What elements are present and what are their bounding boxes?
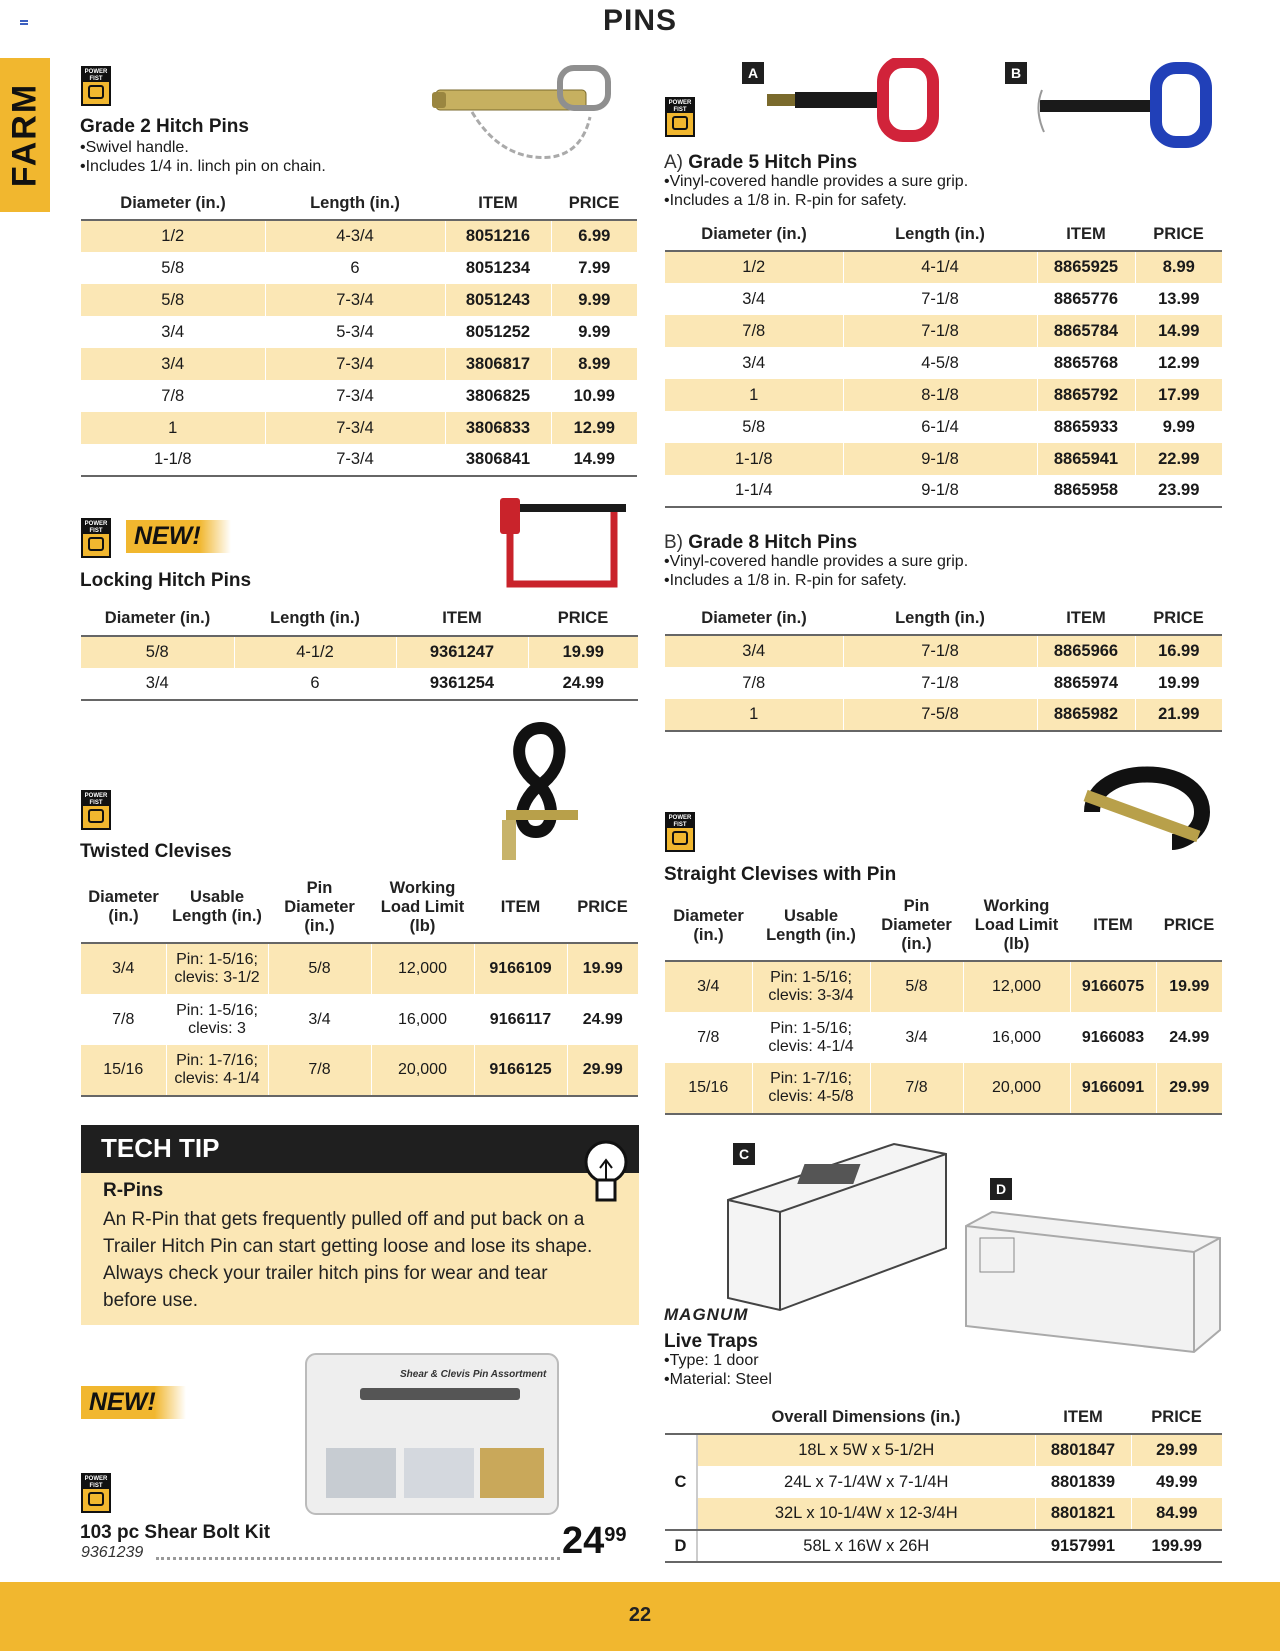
table-cell: C — [665, 1434, 697, 1530]
leader-dots — [156, 1557, 560, 1560]
table-cell: 8865792 — [1037, 379, 1135, 411]
table-cell: 13.99 — [1158, 289, 1200, 308]
cell-line: clevis: 4-5/8 — [768, 1088, 854, 1105]
col-header: Usable Length (in.) — [752, 891, 870, 961]
table-cell: 8865982 — [1037, 699, 1135, 731]
table-cell: 4-1/4 — [843, 251, 1037, 283]
image-label-b: B — [1005, 62, 1027, 84]
live-trap-c-image — [724, 1138, 950, 1320]
table-cell: 7/8 — [81, 994, 166, 1045]
table-cell: 8-1/8 — [843, 379, 1037, 411]
power-fist-logo — [665, 97, 695, 137]
table-cell: 9166125 — [474, 1045, 567, 1096]
grade8-bullet: •Vinyl-covered handle provides a sure grip. — [664, 553, 969, 570]
col-header: ITEM — [1037, 219, 1135, 251]
table-row — [665, 1498, 1222, 1530]
new-badge: NEW! — [126, 520, 231, 553]
power-fist-logo — [81, 66, 111, 106]
live-traps-table — [665, 1401, 1222, 1563]
table-cell: 8865776 — [1037, 283, 1135, 315]
table-row — [665, 411, 1222, 443]
power-fist-logo-text: POWER FIST — [84, 69, 108, 82]
table-cell: 8051216 — [445, 220, 551, 252]
col-header: PRICE — [1135, 603, 1222, 635]
col-header: Usable Length (in.) — [166, 872, 268, 943]
table-cell: 9361254 — [396, 668, 528, 700]
grade5-table — [665, 219, 1222, 508]
table-cell: 8865933 — [1037, 411, 1135, 443]
tech-tip-heading: TECH TIP — [101, 1133, 220, 1163]
table-cell: 9.99 — [578, 322, 611, 341]
table-cell: 24.99 — [528, 668, 638, 700]
table-row — [81, 220, 637, 252]
cell-line: clevis: 3 — [188, 1019, 246, 1037]
table-cell: 3806825 — [445, 380, 551, 412]
cell-line: clevis: 3-1/2 — [174, 969, 260, 986]
table-cell: 8.99 — [1135, 251, 1222, 283]
table-cell: 84.99 — [1131, 1498, 1222, 1530]
col-header: ITEM — [474, 872, 567, 943]
fist-icon — [672, 116, 688, 130]
straight-clevis-image — [1072, 752, 1222, 882]
table-cell: 5/8 — [870, 961, 963, 1012]
table-row — [81, 380, 637, 412]
table-row — [81, 668, 638, 700]
table-cell: 199.99 — [1131, 1530, 1222, 1562]
twisted-title: Twisted Clevises — [80, 841, 232, 862]
title-part: B) — [664, 532, 683, 553]
col-header: Length (in.) — [843, 219, 1037, 251]
table-cell: 15/16 — [665, 1063, 752, 1114]
table-cell: 9-1/8 — [843, 443, 1037, 475]
table-cell: 3/4 — [665, 347, 843, 379]
page-number: 22 — [628, 1604, 652, 1626]
table-cell: 6 — [265, 252, 445, 284]
locking-table — [81, 602, 638, 701]
col-header: Working Load Limit (lb) — [963, 891, 1070, 961]
table-cell: D — [665, 1530, 697, 1562]
table-cell: 12,000 — [963, 961, 1070, 1012]
table-cell: 3806841 — [445, 444, 551, 476]
table-cell: 15/16 — [81, 1045, 166, 1096]
table-row — [665, 251, 1222, 283]
table-cell: 8051234 — [445, 252, 551, 284]
table-cell: 19.99 — [1158, 673, 1200, 692]
table-cell: 21.99 — [1135, 699, 1222, 731]
shear-kit-item: 9361239 — [81, 1544, 144, 1561]
col-header: Diameter (in.) — [81, 602, 234, 636]
col-header: Length (in.) — [234, 602, 396, 636]
table-cell: 29.99 — [567, 1045, 638, 1096]
table-cell: 3806817 — [445, 348, 551, 380]
table-cell: 32L x 10-1/4W x 12-3/4H — [697, 1498, 1035, 1530]
table-cell: 19.99 — [567, 943, 638, 994]
col-header: Diameter (in.) — [665, 603, 843, 635]
table-cell: 3/4 — [870, 1012, 963, 1063]
power-fist-logo — [81, 1473, 111, 1513]
table-cell: 3/4 — [665, 635, 843, 667]
col-header: PRICE — [567, 872, 638, 943]
col-header: PRICE — [1156, 891, 1222, 961]
grade8-bullet: •Includes a 1/8 in. R-pin for safety. — [664, 572, 907, 589]
table-cell: 7/8 — [665, 1012, 752, 1063]
table-cell: 7-3/4 — [265, 444, 445, 476]
table-row — [665, 283, 1222, 315]
cell-line: clevis: 3-3/4 — [768, 987, 854, 1004]
table-cell: 20,000 — [371, 1045, 474, 1096]
col-header: Working Load Limit (lb) — [371, 872, 474, 943]
table-row — [665, 1063, 1222, 1114]
power-fist-logo-text: POWER FIST — [84, 1476, 108, 1489]
title-part: Grade 5 Hitch Pins — [688, 152, 858, 173]
table-cell: 9-1/8 — [843, 475, 1037, 507]
fist-icon — [88, 809, 104, 823]
table-row — [81, 994, 638, 1045]
table-cell: 9166109 — [474, 943, 567, 994]
table-cell: 7-3/4 — [265, 348, 445, 380]
grade5-bullet: •Includes a 1/8 in. R-pin for safety. — [664, 192, 907, 209]
locking-title: Locking Hitch Pins — [80, 570, 252, 591]
table-cell: 29.99 — [1131, 1434, 1222, 1466]
new-badge: NEW! — [81, 1386, 186, 1419]
table-cell: 7/8 — [870, 1063, 963, 1114]
table-cell: 7-3/4 — [265, 412, 445, 444]
table-cell: 12,000 — [371, 943, 474, 994]
table-cell: 24.99 — [582, 1010, 623, 1028]
col-header: Diameter (in.) — [665, 891, 752, 961]
fist-icon — [672, 831, 688, 845]
cell-line: clevis: 4-1/4 — [174, 1070, 260, 1087]
grade8-hitch-pin-image — [1030, 60, 1220, 150]
table-cell: 12.99 — [1158, 353, 1200, 372]
table-cell: 4-1/2 — [234, 636, 396, 668]
table-cell: 18L x 5W x 5-1/2H — [697, 1434, 1035, 1466]
table-cell: 23.99 — [1135, 475, 1222, 507]
twisted-clevis-image — [496, 722, 586, 868]
table-cell: 1/2 — [81, 220, 265, 252]
table-cell: 1 — [665, 379, 843, 411]
table-cell: 3/4 — [81, 668, 234, 700]
col-header: PRICE — [1135, 219, 1222, 251]
table-cell: 5/8 — [268, 943, 371, 994]
cell-line: Pin: 1-5/16; — [176, 1001, 258, 1019]
cell-line: Pin: 1-7/16; — [770, 1070, 852, 1087]
cell-line: Pin: 1-5/16; — [176, 951, 258, 968]
table-cell: 8.99 — [551, 348, 637, 380]
lightbulb-icon — [580, 1138, 632, 1208]
table-row — [665, 699, 1222, 731]
fist-icon — [88, 85, 104, 99]
table-cell: 49.99 — [1156, 1472, 1198, 1491]
table-cell: 8865784 — [1037, 315, 1135, 347]
table-cell: 1-1/8 — [665, 443, 843, 475]
col-header: ITEM — [396, 602, 528, 636]
table-cell: 8865925 — [1037, 251, 1135, 283]
live-traps-bullet: •Type: 1 door — [664, 1352, 759, 1369]
table-row — [665, 667, 1222, 699]
tech-tip-subtitle: R-Pins — [103, 1180, 164, 1201]
table-row — [665, 315, 1222, 347]
table-row — [665, 379, 1222, 411]
table-row — [665, 1530, 1222, 1562]
table-cell: 19.99 — [528, 636, 638, 668]
power-fist-logo-text: POWER FIST — [84, 521, 108, 534]
live-traps-title: Live Traps — [664, 1331, 758, 1352]
table-cell: 8865941 — [1037, 443, 1135, 475]
table-cell: 7/8 — [268, 1045, 371, 1096]
shear-kit-title: 103 pc Shear Bolt Kit — [80, 1522, 271, 1543]
table-cell: 16,000 — [371, 994, 474, 1045]
table-cell: 6-1/4 — [843, 411, 1037, 443]
table-cell: 5/8 — [81, 252, 265, 284]
table-cell: 8801839 — [1035, 1466, 1131, 1498]
grade8-table — [665, 603, 1222, 732]
shear-kit-price — [562, 1520, 627, 1563]
fist-icon — [88, 537, 104, 551]
kit-box-label: Shear & Clevis Pin Assortment — [400, 1369, 547, 1380]
col-header: Pin Diameter (in.) — [870, 891, 963, 961]
col-header: PRICE — [551, 188, 637, 220]
table-row — [81, 284, 637, 316]
table-row — [81, 1045, 638, 1096]
col-header: Diameter (in.) — [81, 872, 166, 943]
table-cell: 19.99 — [1156, 961, 1222, 1012]
grade8-title — [664, 532, 857, 554]
table-row — [81, 252, 637, 284]
table-cell: 7-1/8 — [843, 283, 1037, 315]
table-cell: 8051243 — [445, 284, 551, 316]
table-cell: 5/8 — [81, 636, 234, 668]
table-cell: 8051252 — [445, 316, 551, 348]
table-cell: 1-1/8 — [81, 444, 265, 476]
col-header: Diameter (in.) — [81, 188, 265, 220]
table-cell: 3/4 — [268, 994, 371, 1045]
cell-line: Pin: 1-5/16; — [770, 1019, 852, 1037]
table-cell: 29.99 — [1156, 1063, 1222, 1114]
col-header: PRICE — [528, 602, 638, 636]
table-row — [665, 961, 1222, 1012]
table-cell: 8801821 — [1035, 1498, 1131, 1530]
title-part: A) — [664, 152, 683, 173]
table-cell: 9.99 — [1162, 417, 1195, 436]
table-cell: 7.99 — [578, 258, 611, 277]
table-cell: 7/8 — [665, 667, 843, 699]
col-header — [665, 1401, 697, 1434]
table-cell: 5-3/4 — [265, 316, 445, 348]
image-label-a: A — [742, 62, 764, 84]
power-fist-logo — [81, 790, 111, 830]
power-fist-logo-text: POWER FIST — [84, 793, 108, 806]
table-cell: 24L x 7-1/4W x 7-1/4H — [697, 1466, 1035, 1498]
table-cell: 3/4 — [665, 283, 843, 315]
table-cell: 8865974 — [1037, 667, 1135, 699]
table-cell: 6.99 — [551, 220, 637, 252]
table-cell: 4-5/8 — [843, 347, 1037, 379]
table-cell: 1-1/4 — [665, 475, 843, 507]
power-fist-logo-text: POWER FIST — [668, 100, 692, 113]
table-row — [81, 412, 637, 444]
table-cell: 14.99 — [551, 444, 637, 476]
col-header: Length (in.) — [843, 603, 1037, 635]
table-cell: 5/8 — [81, 284, 265, 316]
col-header: ITEM — [445, 188, 551, 220]
table-cell: 9166075 — [1070, 961, 1156, 1012]
table-cell: 24.99 — [1169, 1028, 1210, 1046]
table-cell: 8865768 — [1037, 347, 1135, 379]
image-label-c: C — [733, 1143, 755, 1165]
table-row — [665, 1466, 1222, 1498]
title-part: Grade 8 Hitch Pins — [688, 532, 858, 553]
straight-title: Straight Clevises with Pin — [664, 864, 897, 885]
table-cell: 8865958 — [1037, 475, 1135, 507]
table-cell: 8801847 — [1035, 1434, 1131, 1466]
table-cell: 7/8 — [81, 380, 265, 412]
tech-tip-text: An R-Pin that gets frequently pulled off and put back on a Trailer Hitch Pin can start getting loose and lose its shape. Always check your trailer hitch pins for wear and tear before use. — [103, 1209, 593, 1311]
table-cell: 20,000 — [963, 1063, 1070, 1114]
table-cell: 3/4 — [81, 316, 265, 348]
magnum-logo: MAGNUM — [664, 1305, 749, 1324]
locking-hitch-pin-image — [496, 498, 632, 594]
grade5-hitch-pin-image — [765, 58, 965, 142]
power-fist-logo — [81, 518, 111, 558]
table-row — [665, 443, 1222, 475]
col-header: Pin Diameter (in.) — [268, 872, 371, 943]
grade2-title: Grade 2 Hitch Pins — [80, 116, 249, 137]
cell-line: Pin: 1-5/16; — [770, 969, 852, 986]
live-traps-bullet: •Material: Steel — [664, 1371, 772, 1388]
col-header: Diameter (in.) — [665, 219, 843, 251]
table-cell: 7-1/8 — [843, 667, 1037, 699]
straight-table — [665, 891, 1222, 1115]
col-header: ITEM — [1035, 1401, 1131, 1434]
table-cell: 7/8 — [665, 315, 843, 347]
table-cell: 7-1/8 — [843, 315, 1037, 347]
table-row — [665, 475, 1222, 507]
table-cell: 7-5/8 — [843, 699, 1037, 731]
table-cell: 6 — [234, 668, 396, 700]
grade2-bullet: •Swivel handle. — [80, 139, 189, 156]
col-header: PRICE — [1131, 1401, 1222, 1434]
table-row — [81, 444, 637, 476]
price-cents: 99 — [604, 1524, 627, 1546]
table-cell: 9157991 — [1035, 1530, 1131, 1562]
col-header: Length (in.) — [265, 188, 445, 220]
table-row — [81, 348, 637, 380]
grade5-title — [664, 152, 857, 174]
table-cell: 9.99 — [551, 284, 637, 316]
cell-line: Pin: 1-7/16; — [176, 1052, 258, 1069]
table-cell: 3/4 — [81, 348, 265, 380]
table-cell: 9361247 — [396, 636, 528, 668]
live-trap-d-image — [962, 1208, 1222, 1356]
table-cell: 5/8 — [665, 411, 843, 443]
table-cell: 16.99 — [1135, 635, 1222, 667]
table-row — [665, 347, 1222, 379]
page-title: PINS — [602, 4, 678, 37]
col-header: ITEM — [1037, 603, 1135, 635]
table-cell: 22.99 — [1135, 443, 1222, 475]
image-label-d: D — [990, 1178, 1012, 1200]
col-header: Overall Dimensions (in.) — [697, 1401, 1035, 1434]
table-cell: 9166091 — [1070, 1063, 1156, 1114]
table-cell: 4-3/4 — [265, 220, 445, 252]
section-tab — [0, 58, 50, 212]
table-cell: 58L x 16W x 26H — [697, 1530, 1035, 1562]
table-cell: 7-1/8 — [843, 635, 1037, 667]
table-cell: 14.99 — [1135, 315, 1222, 347]
tech-tip-header — [81, 1125, 639, 1173]
table-row — [81, 636, 638, 668]
power-fist-logo — [665, 812, 695, 852]
section-tab-label: FARM — [5, 82, 44, 188]
table-cell: 7-3/4 — [265, 380, 445, 412]
table-row — [665, 1434, 1222, 1466]
table-cell: 7-3/4 — [265, 284, 445, 316]
table-cell: 9166083 — [1070, 1012, 1156, 1063]
grade5-bullet: •Vinyl-covered handle provides a sure grip. — [664, 173, 969, 190]
grade2-hitch-pin-image — [432, 62, 617, 174]
table-row — [665, 1012, 1222, 1063]
table-cell: 1 — [81, 412, 265, 444]
table-cell: 17.99 — [1135, 379, 1222, 411]
col-header: ITEM — [1070, 891, 1156, 961]
table-cell: 16,000 — [963, 1012, 1070, 1063]
twisted-table — [81, 872, 638, 1097]
table-row — [81, 316, 637, 348]
table-cell: 1/2 — [665, 251, 843, 283]
page-footer — [0, 1582, 1280, 1651]
table-cell: 10.99 — [573, 386, 615, 405]
grade2-table — [81, 188, 637, 477]
table-cell: 3806833 — [445, 412, 551, 444]
power-fist-logo-text: POWER FIST — [668, 815, 692, 828]
table-row — [81, 943, 638, 994]
fist-icon — [88, 1492, 104, 1506]
price-dollars: 24 — [562, 1520, 605, 1562]
table-cell: 9166117 — [474, 994, 567, 1045]
table-cell: 3/4 — [665, 961, 752, 1012]
table-row — [665, 635, 1222, 667]
cell-line: clevis: 4-1/4 — [768, 1037, 854, 1055]
table-cell: 12.99 — [551, 412, 637, 444]
table-cell: 3/4 — [81, 943, 166, 994]
table-cell: 1 — [665, 699, 843, 731]
table-cell: 8865966 — [1037, 635, 1135, 667]
grade2-bullet: •Includes 1/4 in. linch pin on chain. — [80, 158, 326, 175]
